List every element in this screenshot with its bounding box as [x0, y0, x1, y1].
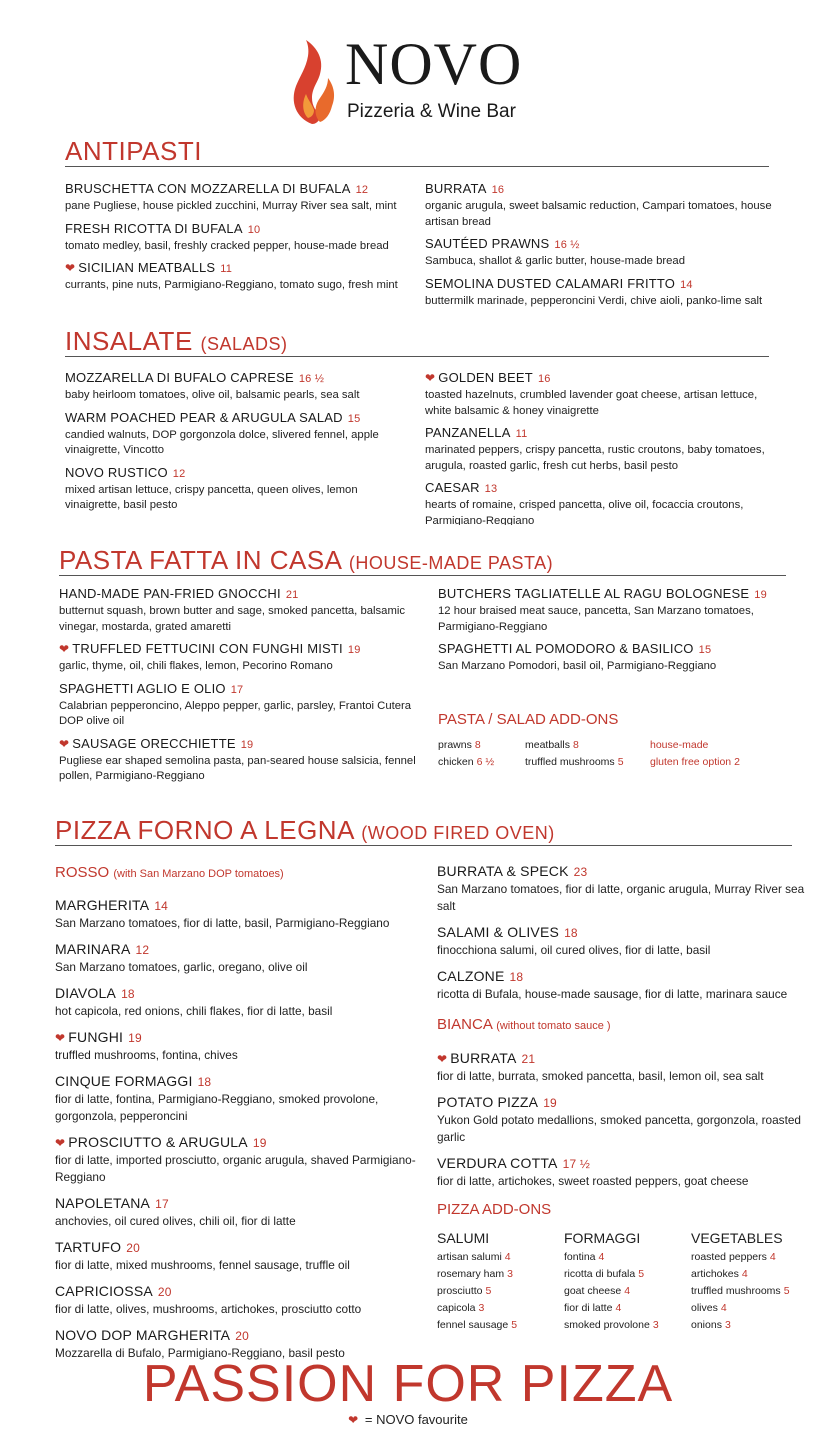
antipasti-right-column	[425, 180, 775, 314]
addon-name: smoked provolone	[564, 1319, 650, 1331]
menu-item-name	[437, 967, 807, 986]
menu-item	[55, 1028, 425, 1064]
menu-item	[65, 409, 410, 459]
item-title: BURRATA	[450, 1050, 517, 1066]
menu-item-name	[55, 984, 425, 1003]
item-price: 19	[128, 1031, 142, 1045]
item-title: WARM POACHED PEAR & ARUGULA SALAD	[65, 409, 343, 425]
addon-name: fennel sausage	[437, 1319, 509, 1331]
item-description: finocchiona salumi, oil cured olives, fior di latte, basil	[437, 943, 711, 957]
addon-item	[691, 1249, 811, 1266]
addon-name: truffled mushrooms	[691, 1285, 781, 1297]
addon-item	[564, 1249, 691, 1266]
addon-item	[691, 1300, 811, 1317]
menu-item-name	[65, 409, 410, 428]
heart-icon: ❤	[348, 1413, 359, 1427]
item-price: 21	[285, 589, 299, 601]
menu-item-name	[55, 1238, 425, 1257]
item-title: PANZANELLA	[425, 425, 511, 440]
addon-price: 8	[572, 739, 579, 751]
rosso-pizza-list	[55, 896, 425, 1370]
addon-group-heading: FORMAGGI	[564, 1230, 641, 1246]
menu-item-name	[437, 923, 807, 942]
item-description: fior di latte, burrata, smoked pancetta, basil, lemon oil, sea salt	[437, 1069, 764, 1083]
menu-item-name	[55, 1072, 425, 1091]
menu-item	[438, 585, 788, 635]
addon-item	[437, 1300, 564, 1317]
addon-price: 4	[624, 1285, 631, 1297]
menu-item	[55, 1238, 425, 1274]
section-divider	[65, 356, 769, 357]
menu-item-name	[55, 1194, 425, 1213]
item-price: 23	[573, 865, 588, 879]
menu-item-name	[65, 369, 410, 388]
bianca-pizza-list	[437, 1049, 807, 1198]
menu-item	[65, 180, 410, 215]
menu-item	[437, 1093, 807, 1146]
item-description: fior di latte, imported prosciutto, organic arugula, shaved Parmigiano-Reggiano	[55, 1153, 416, 1184]
menu-item	[437, 923, 807, 959]
addon-name: meatballs	[525, 739, 570, 751]
menu-item	[55, 1194, 425, 1230]
item-price: 14	[154, 899, 169, 913]
menu-item-name	[438, 585, 788, 604]
item-description: 12 hour braised meat sauce, pancetta, San Marzano tomatoes, Parmigiano-Reggiano	[438, 605, 754, 633]
menu-item	[425, 424, 775, 474]
item-price: 12	[172, 467, 186, 480]
menu-item-name	[59, 735, 429, 754]
menu-item	[59, 680, 429, 730]
menu-item-name	[55, 1326, 425, 1345]
menu-item	[59, 735, 429, 785]
item-description: mixed artisan lettuce, crispy pancetta, queen olives, lemon vinaigrette, basil pesto	[65, 483, 358, 511]
item-title: FRESH RICOTTA DI BUFALA	[65, 220, 243, 236]
item-title: BRUSCHETTA CON MOZZARELLA DI BUFALA	[65, 181, 351, 196]
addon-price: 4	[769, 1251, 776, 1263]
item-title: BURRATA	[425, 181, 487, 196]
item-price: 19	[754, 589, 767, 601]
menu-item	[425, 275, 775, 310]
item-price: 19	[543, 1096, 557, 1110]
item-description: hearts of romaine, crisped pancetta, olive oil, focaccia croutons, Parmigiano-Reggiano	[425, 499, 744, 525]
item-description: tomato medley, basil, freshly cracked pepper, house-made bread	[65, 239, 389, 252]
addon-item	[650, 737, 778, 753]
addon-price: 4	[720, 1302, 727, 1314]
section-title-pizza: PIZZA FORNO A LEGNA (WOOD FIRED OVEN)	[55, 815, 555, 845]
item-price: 20	[126, 1241, 140, 1255]
item-description: toasted hazelnuts, crumbled lavender goat cheese, artisan lettuce, white balsamic & honey vinaigrette	[425, 389, 758, 417]
item-price: 21	[521, 1052, 536, 1066]
item-price: 18	[509, 970, 524, 984]
menu-item-name	[438, 640, 788, 659]
pizza-addons-title: PIZZA ADD-ONS	[437, 1201, 552, 1218]
addon-price: 5	[783, 1285, 790, 1297]
item-description: currants, pine nuts, Parmigiano-Reggiano, tomato sugo, fresh mint	[65, 279, 398, 291]
section-divider	[55, 845, 792, 846]
addon-item	[437, 1317, 564, 1334]
addon-name: olives	[691, 1302, 718, 1314]
item-description: San Marzano tomatoes, garlic, oregano, olive oil	[55, 960, 308, 974]
menu-item-name	[55, 940, 425, 959]
addon-name: gluten free option	[650, 756, 732, 768]
menu-item-name	[425, 235, 775, 254]
brand-name: NOVO	[345, 31, 523, 97]
menu-item-name	[437, 1093, 807, 1112]
addon-price: 3	[507, 1268, 513, 1280]
addon-name: truffled mushrooms	[525, 756, 615, 768]
menu-item	[425, 369, 775, 419]
heart-icon: ❤	[59, 642, 70, 656]
menu-item-name	[65, 180, 410, 199]
addon-price: 5	[617, 756, 624, 768]
item-description: marinated peppers, crispy pancetta, rustic croutons, baby tomatoes, arugula, roasted garlic, fresh cut herbs, basil pesto	[425, 444, 765, 472]
pasta-addons-title: PASTA / SALAD ADD-ONS	[438, 711, 619, 728]
addon-item	[438, 737, 525, 753]
item-title: MARINARA	[55, 941, 131, 957]
addon-item	[691, 1266, 811, 1283]
section-title-insalate: INSALATE (SALADS)	[65, 326, 288, 356]
menu-item	[65, 369, 410, 404]
section-title-antipasti: ANTIPASTI	[65, 136, 202, 166]
item-price: 20	[235, 1329, 249, 1343]
addon-name: rosemary ham	[437, 1268, 505, 1280]
tagline: PASSION FOR PIZZA	[142, 1355, 674, 1413]
item-title: MOZZARELLA DI BUFALO CAPRESE	[65, 370, 294, 385]
menu-item	[59, 585, 429, 635]
item-price: 16 ½	[298, 373, 325, 385]
pizza-right-column	[437, 862, 807, 1011]
menu-item	[425, 180, 775, 230]
menu-item	[55, 896, 425, 932]
addon-item	[691, 1283, 811, 1300]
section-divider	[59, 575, 786, 576]
item-price: 19	[347, 644, 361, 656]
addon-group-heading: VEGETABLES	[691, 1230, 783, 1246]
item-description: Pugliese ear shaped semolina pasta, pan-seared house salsicia, fennel pollen, Parmigiano-Reggiano	[59, 754, 416, 782]
addon-price: 5	[638, 1268, 645, 1280]
heart-icon: ❤	[59, 736, 70, 751]
addon-price: 3	[724, 1319, 731, 1331]
addon-name: onions	[691, 1319, 722, 1331]
menu-item	[55, 1282, 425, 1318]
item-price: 15	[698, 644, 712, 656]
item-title: SALAMI & OLIVES	[437, 924, 560, 940]
menu-item	[437, 967, 807, 1003]
menu-item	[437, 1154, 807, 1190]
item-description: San Marzano tomatoes, fior di latte, basil, Parmigiano-Reggiano	[55, 916, 390, 930]
addon-item	[437, 1283, 564, 1300]
insalate-left-column	[65, 369, 410, 519]
menu-item-name	[59, 680, 429, 699]
addon-group-heading: SALUMI	[437, 1230, 490, 1246]
addon-item	[437, 1249, 564, 1266]
menu-item-name	[425, 275, 775, 294]
addon-item	[564, 1317, 691, 1334]
menu-item-name	[59, 585, 429, 604]
addon-name: chicken	[438, 756, 474, 768]
item-price: 16	[491, 184, 505, 196]
item-price: 13	[484, 483, 498, 495]
addon-item	[564, 1300, 691, 1317]
addon-price: 5	[511, 1319, 518, 1331]
addon-item	[525, 737, 650, 753]
addon-price: 4	[615, 1302, 622, 1314]
item-price: 16	[537, 373, 551, 385]
addon-name: artichokes	[691, 1268, 739, 1280]
addon-price: 3	[478, 1302, 485, 1314]
item-title: SAUTÉED PRAWNS	[425, 236, 550, 251]
item-title: GOLDEN BEET	[438, 370, 533, 385]
menu-item-name	[437, 862, 807, 881]
menu-item	[425, 479, 775, 525]
addon-item	[437, 1266, 564, 1283]
addon-price: 4	[504, 1251, 511, 1263]
addon-price: 6 ½	[476, 756, 495, 768]
heart-icon: ❤	[437, 1052, 448, 1066]
item-title: BURRATA & SPECK	[437, 863, 569, 879]
item-title: CINQUE FORMAGGI	[55, 1073, 193, 1089]
item-description: Yukon Gold potato medallions, smoked pancetta, gorgonzola, roasted garlic	[437, 1113, 801, 1144]
item-price: 12	[355, 184, 369, 196]
item-description: fior di latte, mixed mushrooms, fennel sausage, truffle oil	[55, 1258, 350, 1272]
heart-icon: ❤	[425, 371, 436, 385]
addon-item	[564, 1283, 691, 1300]
item-description: butternut squash, brown butter and sage, smoked pancetta, balsamic vinegar, mostarda, grated amaretti	[59, 605, 406, 633]
item-title: FUNGHI	[68, 1029, 124, 1045]
menu-item	[55, 1072, 425, 1125]
item-description: buttermilk marinade, pepperoncini Verdi, chive aioli, panko-lime salt	[425, 294, 763, 307]
addon-name: house-made	[650, 739, 709, 751]
antipasti-left-column	[65, 180, 410, 299]
item-description: fior di latte, fontina, Parmigiano-Reggiano, smoked provolone, gorgonzola, pepperoncini	[55, 1092, 379, 1123]
addon-group	[691, 1228, 811, 1334]
item-title: POTATO PIZZA	[437, 1094, 539, 1110]
menu-item	[425, 235, 775, 270]
item-title: DIAVOLA	[55, 985, 117, 1001]
item-price: 15	[347, 412, 361, 425]
flame-logo-icon	[290, 38, 338, 126]
menu-item-name	[59, 640, 429, 659]
menu-item-name	[437, 1049, 807, 1068]
menu-item-name	[425, 479, 775, 498]
item-description: ricotta di Bufala, house-made sausage, fior di latte, marinara sauce	[437, 987, 788, 1001]
addon-item	[691, 1317, 811, 1334]
item-description: garlic, thyme, oil, chili flakes, lemon, Pecorino Romano	[59, 660, 333, 672]
item-price: 12	[135, 943, 150, 957]
item-price: 18	[121, 987, 135, 1001]
item-price: 18	[197, 1075, 212, 1089]
item-title: TARTUFO	[55, 1239, 122, 1255]
addon-name: fior di latte	[564, 1302, 613, 1314]
item-title: SICILIAN MEATBALLS	[78, 260, 216, 275]
bianca-heading: BIANCA (without tomato sauce )	[437, 1016, 611, 1033]
item-price: 17 ½	[562, 1157, 591, 1171]
addon-name: artisan salumi	[437, 1251, 502, 1263]
item-title: HAND-MADE PAN-FRIED GNOCCHI	[59, 586, 281, 601]
menu-item-name	[437, 1154, 807, 1173]
item-title: CAPRICIOSSA	[55, 1283, 153, 1299]
menu-item	[55, 1133, 425, 1186]
item-title: SAUSAGE ORECCHIETTE	[72, 735, 236, 751]
menu-item	[55, 984, 425, 1020]
item-title: MARGHERITA	[55, 897, 150, 913]
menu-item	[65, 259, 410, 294]
item-description: San Marzano Pomodori, basil oil, Parmigiano-Reggiano	[438, 660, 717, 672]
item-title: NAPOLETANA	[55, 1195, 151, 1211]
addon-name: prawns	[438, 739, 472, 751]
menu-item	[65, 220, 410, 255]
item-price: 11	[515, 428, 528, 440]
addon-price: 3	[652, 1319, 659, 1331]
addon-price: 2	[734, 756, 740, 768]
item-title: SPAGHETTI AGLIO E OLIO	[59, 680, 226, 696]
item-price: 11	[220, 263, 233, 275]
heart-icon: ❤	[55, 1031, 66, 1045]
addon-name: goat cheese	[564, 1285, 622, 1297]
item-description: Mozzarella di Bufalo, Parmigiano-Reggiano, basil pesto	[55, 1346, 345, 1360]
favourite-legend	[0, 1411, 816, 1429]
item-title: NOVO RUSTICO	[65, 464, 168, 480]
section-title-pasta: PASTA FATTA IN CASA (HOUSE-MADE PASTA)	[59, 545, 554, 575]
item-description: hot capicola, red onions, chili flakes, fior di latte, basil	[55, 1004, 333, 1018]
addon-item	[525, 754, 650, 770]
addon-item	[438, 754, 525, 770]
menu-item-name	[425, 180, 775, 199]
brand-subtitle: Pizzeria & Wine Bar	[347, 101, 516, 122]
item-description: San Marzano tomatoes, fior di latte, organic arugula, Murray River sea salt	[437, 882, 805, 913]
menu-item	[437, 1049, 807, 1085]
pasta-addons-grid	[438, 737, 778, 770]
addon-name: fontina	[564, 1251, 596, 1263]
addon-name: roasted peppers	[691, 1251, 767, 1263]
item-description: fior di latte, artichokes, sweet roasted peppers, goat cheese	[437, 1174, 749, 1188]
legend-text: = NOVO favourite	[364, 1412, 468, 1427]
addon-group	[437, 1228, 564, 1334]
item-description: pane Pugliese, house pickled zucchini, Murray River sea salt, mint	[65, 200, 397, 212]
item-title: VERDURA COTTA	[437, 1155, 558, 1171]
menu-item-name	[55, 1282, 425, 1301]
menu-item-name	[55, 1133, 425, 1152]
menu-item	[437, 862, 807, 915]
pasta-left-column	[59, 585, 429, 790]
heart-icon: ❤	[55, 1136, 66, 1150]
item-price: 19	[240, 738, 254, 751]
item-description: candied walnuts, DOP gorgonzola dolce, slivered fennel, apple vinaigrette, Vincotto	[65, 428, 379, 456]
item-title: NOVO DOP MARGHERITA	[55, 1327, 231, 1343]
item-description: fior di latte, olives, mushrooms, artichokes, prosciutto cotto	[55, 1302, 362, 1316]
item-title: BUTCHERS TAGLIATELLE AL RAGU BOLOGNESE	[438, 586, 750, 601]
addon-price: 8	[474, 739, 481, 751]
item-description: organic arugula, sweet balsamic reduction, Campari tomatoes, house artisan bread	[425, 200, 772, 228]
item-price: 10	[247, 223, 261, 236]
addon-price: 5	[485, 1285, 492, 1297]
item-title: CAESAR	[425, 480, 480, 495]
item-price: 17	[155, 1197, 169, 1211]
item-price: 16 ½	[554, 239, 580, 251]
addon-price: 4	[741, 1268, 748, 1280]
heart-icon: ❤	[65, 261, 76, 275]
pasta-right-column	[438, 585, 788, 680]
menu-item-name	[65, 464, 410, 483]
menu-item-name	[425, 369, 775, 388]
addon-name: capicola	[437, 1302, 476, 1314]
menu-item-name	[425, 424, 775, 443]
addon-price: 4	[598, 1251, 605, 1263]
item-price: 18	[564, 926, 578, 940]
menu-item-name	[65, 259, 410, 278]
section-divider	[65, 166, 769, 167]
item-description: anchovies, oil cured olives, chili oil, fior di latte	[55, 1214, 296, 1228]
item-title: TRUFFLED FETTUCINI CON FUNGHI MISTI	[72, 641, 343, 656]
item-title: CALZONE	[437, 968, 505, 984]
addon-item	[564, 1266, 691, 1283]
insalate-right-column	[425, 369, 775, 525]
item-title: SPAGHETTI AL POMODORO & BASILICO	[438, 641, 694, 656]
menu-item-name	[55, 896, 425, 915]
menu-item-name	[55, 1028, 425, 1047]
menu-item	[59, 640, 429, 675]
menu-item	[55, 940, 425, 976]
menu-item	[65, 464, 410, 514]
addon-name: ricotta di bufala	[564, 1268, 636, 1280]
rosso-heading: ROSSO (with San Marzano DOP tomatoes)	[55, 864, 284, 881]
item-description: Calabrian pepperoncino, Aleppo pepper, garlic, parsley, Frantoi Cutera DOP olive oil	[59, 699, 412, 727]
addon-item	[650, 754, 778, 770]
addon-name: prosciutto	[437, 1285, 483, 1297]
item-price: 20	[157, 1285, 172, 1299]
item-description: baby heirloom tomatoes, olive oil, balsamic pearls, sea salt	[65, 389, 360, 401]
item-description: Sambuca, shallot & garlic butter, house-made bread	[425, 255, 685, 267]
item-title: PROSCIUTTO & ARUGULA	[68, 1134, 248, 1150]
menu-item	[438, 640, 788, 675]
item-price: 17	[230, 683, 244, 696]
item-price: 19	[252, 1136, 267, 1150]
addon-group	[564, 1228, 691, 1334]
item-price: 14	[680, 278, 693, 291]
menu-item-name	[65, 220, 410, 239]
pizza-addons-grid	[437, 1228, 811, 1334]
item-title: SEMOLINA DUSTED CALAMARI FRITTO	[425, 275, 676, 291]
item-description: truffled mushrooms, fontina, chives	[55, 1048, 238, 1062]
